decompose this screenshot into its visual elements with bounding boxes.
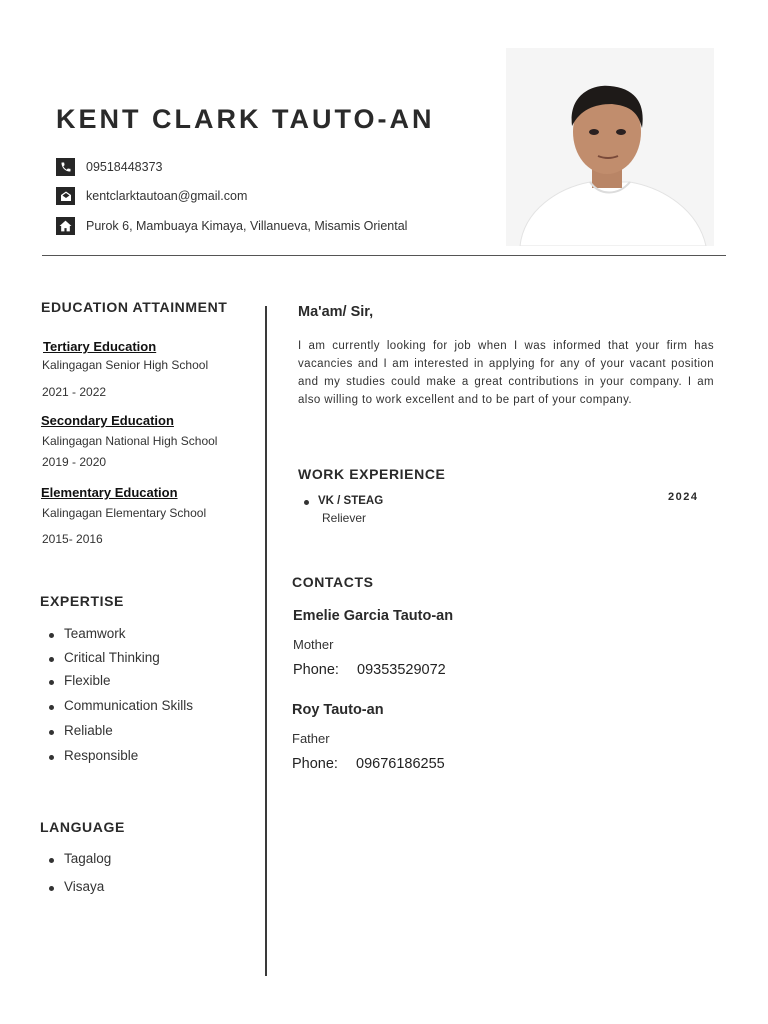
contact-phone-row — [293, 662, 446, 678]
list-item: Reliable — [49, 723, 193, 748]
education-level: Tertiary Education — [43, 339, 157, 354]
envelope-icon — [56, 187, 75, 205]
expertise-list — [49, 626, 193, 772]
phone-label: Phone: — [293, 662, 339, 678]
phone-icon — [56, 158, 75, 176]
work-company: VK / STEAG — [318, 495, 384, 507]
contact-relation: Father — [292, 731, 330, 746]
education-school: Kalingagan National High School — [42, 434, 218, 448]
education-level: Elementary Education — [41, 485, 178, 500]
education-years: 2019 - 2020 — [42, 455, 107, 469]
education-level: Secondary Education — [41, 413, 174, 428]
education-title: EDUCATION ATTAINMENT — [41, 299, 228, 315]
phone-number: 09518448373 — [86, 160, 163, 174]
education-school: Kalingagan Elementary School — [42, 506, 207, 520]
education-years: 2021 - 2022 — [42, 385, 107, 399]
education-years: 2015- 2016 — [42, 532, 103, 546]
education-school: Kalingagan Senior High School — [42, 358, 209, 372]
list-item: Visaya — [49, 879, 111, 903]
list-item: Tagalog — [49, 851, 111, 879]
contact-name: Roy Tauto-an — [292, 702, 384, 718]
list-item: Responsible — [49, 748, 193, 772]
list-item: Critical Thinking — [49, 650, 193, 673]
contact-phone-row — [292, 756, 445, 772]
list-item: Communication Skills — [49, 698, 193, 723]
work-role: Reliever — [322, 511, 367, 525]
column-divider — [265, 306, 267, 976]
work-experience-title: WORK EXPERIENCE — [298, 466, 446, 482]
language-title: LANGUAGE — [40, 819, 125, 835]
home-icon — [56, 217, 75, 235]
contact-phone: 09353529072 — [357, 662, 446, 678]
letter-greeting: Ma'am/ Sir, — [298, 304, 374, 320]
letter-body: I am currently looking for job when I was informed that your firm has vacancies and I am interested in applying for any of your vacant position and my studies could make a great contributions in your company. I am also willing to work excellent and to be part of your company. — [298, 340, 714, 406]
contact-name: Emelie Garcia Tauto-an — [293, 608, 454, 624]
home-address: Purok 6, Mambuaya Kimaya, Villanueva, Misamis Oriental — [86, 219, 408, 233]
applicant-name: KENT CLARK TAUTO-AN — [56, 104, 435, 134]
language-list — [49, 851, 111, 903]
contacts-title: CONTACTS — [292, 574, 374, 590]
header-divider — [42, 255, 726, 256]
email-row — [56, 187, 247, 205]
email-address: kentclarktautoan@gmail.com — [86, 189, 248, 203]
bullet — [304, 500, 309, 505]
list-item: Flexible — [49, 673, 193, 698]
profile-photo — [506, 48, 714, 246]
list-item: Teamwork — [49, 626, 193, 650]
contact-phone: 09676186255 — [356, 756, 445, 772]
phone-label: Phone: — [292, 756, 338, 772]
contact-relation: Mother — [293, 637, 334, 652]
work-year: 2024 — [668, 491, 699, 503]
phone-row — [56, 158, 162, 176]
expertise-title: EXPERTISE — [40, 593, 124, 609]
address-row — [56, 217, 407, 235]
